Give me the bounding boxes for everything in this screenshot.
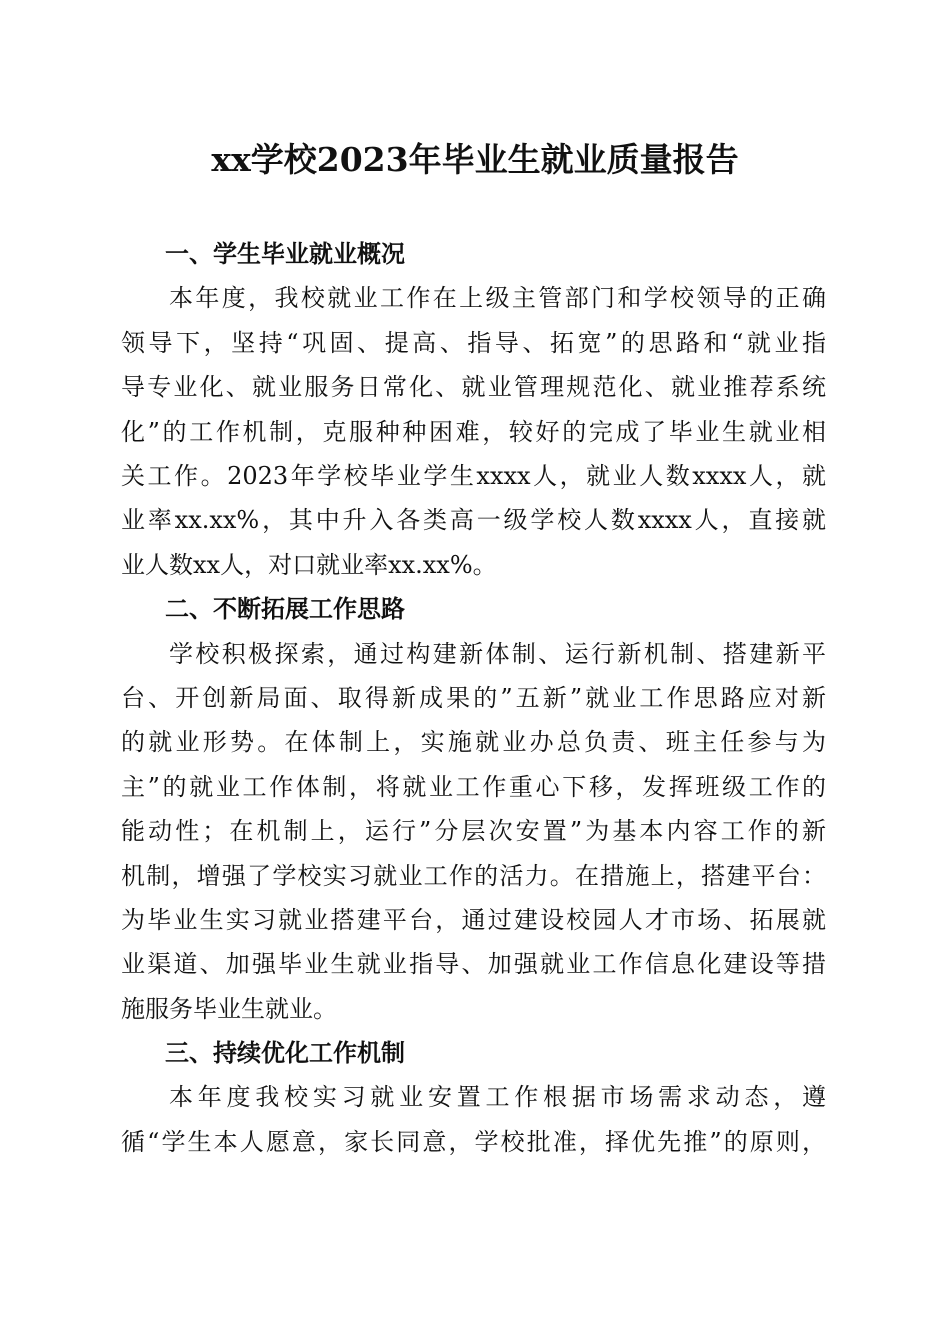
paragraph [121,1075,826,1164]
text-line: 业渠道、加强毕业生就业指导、加强就业工作信息化建设等措 [121,950,826,979]
text-line: 业人数xx人，对口就业率xx.xx%。 [121,550,497,579]
section-heading: 一、学生毕业就业概况 [165,240,405,268]
text-line: 业率xx.xx%，其中升入各类高一级学校人数xxxx人，直接就 [121,506,826,535]
paragraph [121,632,826,1032]
text-line: 领导下，坚持“巩固、提高、指导、拓宽”的思路和“就业指 [121,328,826,357]
text-line: 本年度我校实习就业安置工作根据市场需求动态，遵 [169,1083,826,1112]
text-line: 循“学生本人愿意，家长同意，学校批准，择优先推”的原则， [121,1127,826,1156]
text-line: 关工作。2023年学校毕业学生xxxx人，就业人数xxxx人，就 [121,461,826,490]
section-heading: 二、不断拓展工作思路 [165,595,405,624]
text-line: 为毕业生实习就业搭建平台，通过建设校园人才市场、拓展就 [121,905,826,934]
text-line: 导专业化、就业服务日常化、就业管理规范化、就业推荐系统 [121,373,826,402]
text-line: 本年度，我校就业工作在上级主管部门和学校领导的正确 [169,284,826,313]
section-optimize-work-mechanism [121,1031,826,1164]
section-employment-overview [121,232,826,587]
text-line: 的就业形势。在体制上，实施就业办总负责、班主任参与为 [121,728,826,757]
text-line: 学校积极探索，通过构建新体制、运行新机制、搭建新平 [169,639,826,668]
text-line: 能动性；在机制上，运行”分层次安置”为基本内容工作的新 [121,817,826,846]
section-expand-work-ideas [121,587,826,1031]
text-line: 主”的就业工作体制，将就业工作重心下移，发挥班级工作的 [121,772,826,801]
text-line: 台、开创新局面、取得新成果的”五新”就业工作思路应对新 [121,683,826,712]
text-line: 化”的工作机制，克服种种困难，较好的完成了毕业生就业相 [121,417,826,446]
text-line: 施服务毕业生就业。 [121,994,337,1023]
document-body [121,232,826,1164]
document-title: xx学校2023年毕业生就业质量报告 [211,140,739,179]
text-line: 机制，增强了学校实习就业工作的活力。在措施上，搭建平台： [121,861,826,890]
paragraph [121,276,826,587]
section-heading: 三、持续优化工作机制 [165,1039,405,1068]
